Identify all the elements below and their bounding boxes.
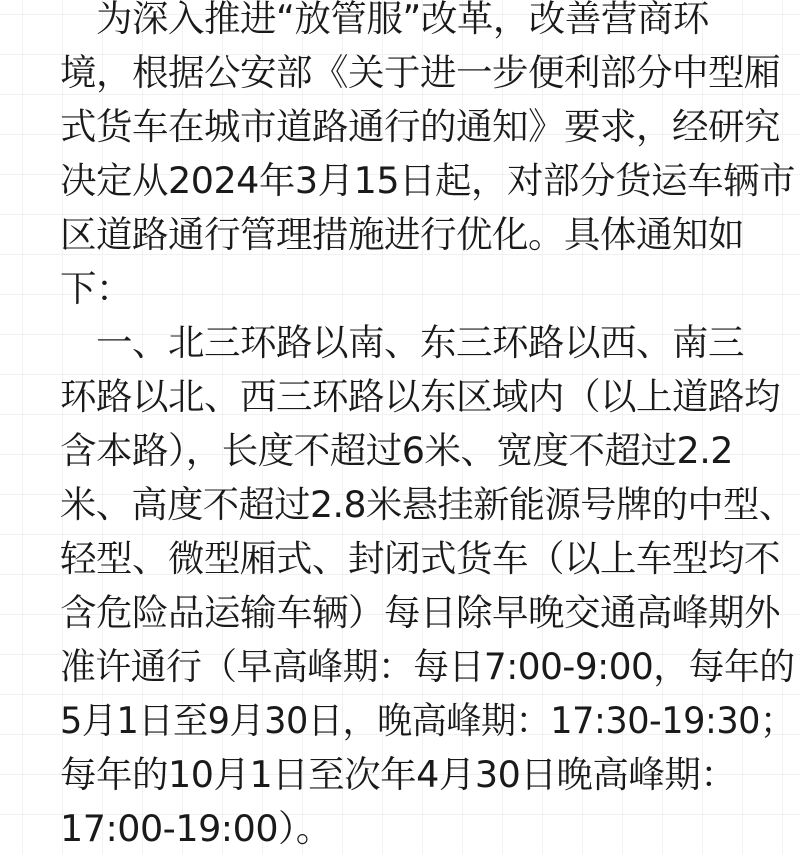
text-line: 环路以北、西三环路以东区域内（以上道路均 xyxy=(60,375,780,418)
text-line: 决定从2024年3月15日起，对部分货运车辆市 xyxy=(60,159,796,202)
text-line: 5月1日至9月30日，晚高峰期：17:30-19:30； xyxy=(60,699,795,742)
text-line: 米、高度不超过2.8米悬挂新能源号牌的中型、 xyxy=(60,483,795,526)
text-line: 式货车在城市道路通行的通知》要求，经研究 xyxy=(60,105,780,148)
text-line: 每年的10月1日至次年4月30日晚高峰期： xyxy=(60,753,737,796)
text-line: 区道路通行管理措施进行优化。具体通知如 xyxy=(60,213,744,256)
text-line: 境，根据公安部《关于进一步便利部分中型厢 xyxy=(60,51,780,94)
text-line: 含本路），长度不超过6米、宽度不超过2.2 xyxy=(60,429,734,472)
text-line: 为深入推进“放管服”改革，改善营商环 xyxy=(60,0,709,40)
text-line: 含危险品运输车辆）每日除早晚交通高峰期外 xyxy=(60,591,780,634)
text-line: 一、北三环路以南、东三环路以西、南三 xyxy=(60,321,744,364)
text-line: 17:00-19:00）。 xyxy=(60,807,332,850)
text-line: 准许通行（早高峰期：每日7:00-9:00，每年的 xyxy=(60,645,795,688)
text-line: 轻型、微型厢式、封闭式货车（以上车型均不 xyxy=(60,537,780,580)
text-line: 下： xyxy=(60,267,132,310)
